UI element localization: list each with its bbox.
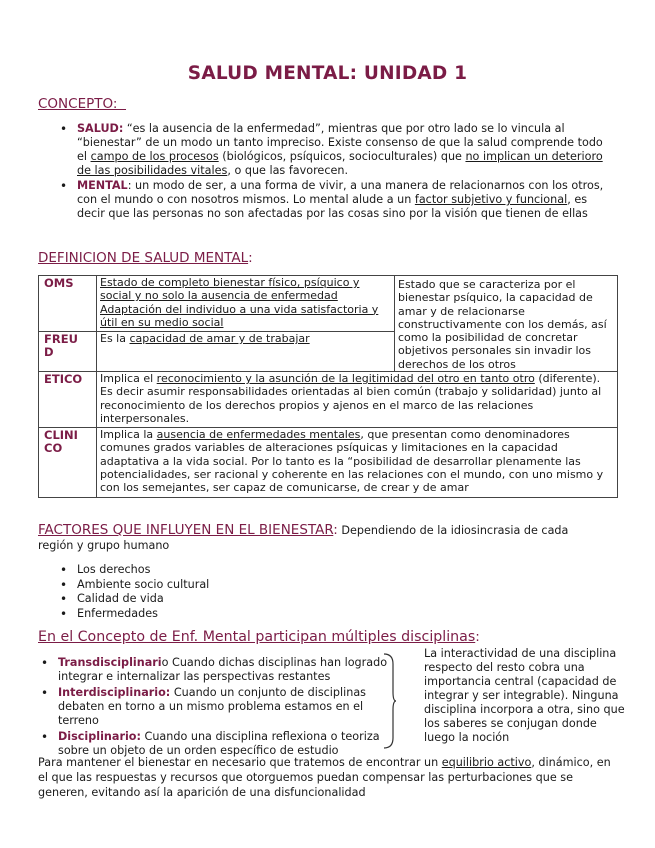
- trans-term: Transdisciplinari: [58, 656, 162, 669]
- closing-text-2: , dinámico, en el que las respuestas y recursos que otorguemos puedan compensar las perturbaciones que se generen, evitando así la aparición de una disfuncionalidad: [38, 756, 611, 799]
- shared-definition-cell: [395, 276, 618, 372]
- inter-text: Cuando un conjunto de disciplinas debaten en torno a un mismo problema estamos en el terreno: [58, 686, 367, 727]
- disciplinas-heading: [38, 629, 480, 646]
- oms-cell: [97, 276, 395, 332]
- shared-definition-text: Estado que se caracteriza por el bienestar psíquico, la capacidad de amar y de relacionarse constructivamente con los demás, así como la posibilidad de concretar objetivos personales sin invadir los derechos de los otros: [398, 278, 607, 371]
- etico-cell: [97, 372, 618, 428]
- factores-intro: Dependiendo de la idiosincrasia de cada región y grupo humano: [38, 524, 569, 552]
- disc-text: Cuando una disciplina reflexiona o teoriza sobre un objeto de un orden específico de estudio: [58, 730, 380, 757]
- salud-underline-2: no implican un deterioro de las posibilidades vitales: [77, 150, 603, 177]
- disciplinas-colon: :: [475, 629, 480, 645]
- closing-underline-1: equilibrio activo: [441, 756, 532, 769]
- bracket-icon: [383, 652, 397, 750]
- mental-term: MENTAL: [77, 179, 128, 192]
- list-item: • Enfermedades: [77, 607, 377, 622]
- list-item: • Los derechos: [77, 563, 377, 578]
- freud-key: FREU D: [39, 332, 97, 372]
- freud-text-1: Es la: [100, 332, 130, 345]
- clinico-underline-1: ausencia de enfermedades mentales: [156, 428, 361, 441]
- disc-item: [58, 730, 400, 758]
- salud-term: SALUD:: [77, 122, 124, 135]
- mental-text-1: : un modo de ser, a una forma de vivir, a una manera de relacionarnos con los otros, con el mundo o con nosotros mismos. Lo mental alude a un: [77, 179, 604, 206]
- list-item: • Calidad de vida: [77, 592, 377, 607]
- definicion-colon: :: [248, 250, 253, 266]
- clinico-text-2: , que presentan como denominadores comunes grados variables de alteraciones psíquicas y limitaciones en la capacidad adaptativa a la vida social. Por lo tanto es la “posibilidad de desarrollar plenamente las potencialidades, ser racional y coherente en las relaciones con el mundo, con uno mismo y con los semejantes, ser capaz de comunicarse, de crear y de amar: [100, 428, 604, 495]
- factores-heading: FACTORES QUE INFLUYEN EN EL BIENESTAR: [38, 522, 334, 538]
- trans-item: [58, 656, 400, 684]
- definicion-heading: [38, 250, 253, 267]
- etico-text-1: Implica el: [100, 372, 157, 385]
- disc-term: Disciplinario:: [58, 730, 141, 743]
- salud-text-2: (biológicos, psíquicos, socioculturales) que: [218, 150, 466, 163]
- table-row: [39, 276, 618, 332]
- salud-text-1: “es la ausencia de la enfermedad”, mientras que por otro lado se lo vincula al “bienestar” de un modo un tanto impreciso. Existe consenso de que la salud comprende todo el: [77, 122, 603, 163]
- mental-item: [77, 179, 612, 221]
- oms-key: OMS: [39, 276, 97, 332]
- etico-underline-1: reconocimiento y la asunción de la legitimidad del otro en tanto otro: [156, 372, 535, 385]
- definicion-table: [38, 275, 618, 498]
- mental-underline-1: factor subjetivo y funcional: [414, 193, 568, 206]
- page-title: SALUD MENTAL: UNIDAD 1: [187, 63, 468, 84]
- factores-block: [38, 522, 598, 553]
- oms-text: Estado de completo bienestar físico, psíquico y social y no solo la ausencia de enfermedad Adaptación del individuo a una vida satisfactoria y útil en su medio social: [100, 276, 379, 329]
- factores-colon: :: [333, 522, 338, 538]
- concepto-heading: CONCEPTO:: [38, 96, 127, 112]
- salud-underline-1: campo de los procesos: [90, 150, 219, 163]
- table-row: [39, 428, 618, 498]
- freud-cell: [97, 332, 395, 372]
- list-item: • Ambiente socio cultural: [77, 578, 377, 593]
- disciplinas-heading-text: En el Concepto de Enf. Mental participan múltiples disciplinas: [38, 629, 476, 645]
- disciplinas-list: [58, 656, 400, 758]
- salud-item: [77, 122, 612, 178]
- clinico-text-1: Implica la: [100, 428, 157, 441]
- inter-item: [58, 686, 400, 728]
- disciplinas-clip: [38, 656, 417, 757]
- clinico-key: CLINI CO: [39, 428, 97, 498]
- clinico-cell: [97, 428, 618, 498]
- trans-text: o Cuando dichas disciplinas han logrado integrar e internalizar las perspectivas restantes: [58, 656, 388, 683]
- etico-key: ETICO: [39, 372, 97, 428]
- table-row: [39, 372, 618, 428]
- factores-list: [77, 563, 377, 621]
- mental-text-2: , es decir que las personas no son afectadas por las cosas sino por la visión que tienen de ellas: [77, 193, 588, 220]
- salud-text-3: , o que las favorecen.: [227, 164, 348, 177]
- closing-paragraph: [38, 755, 613, 800]
- definicion-heading-text: DEFINICION DE SALUD MENTAL: [38, 250, 249, 266]
- side-note: La interactividad de una disciplina respecto del resto cobra una importancia central (capacidad de integrar y ser integrable). Ninguna disciplina incorpora a otra, sino que los saberes se conjugan donde luego la noción: [424, 647, 625, 744]
- etico-text-2: (diferente). Es decir asumir responsabilidades orientadas al bien común (trabajo y solidaridad) junto al reconocimiento de los derechos propios y ajenos en el marco de las relaciones interpersonales.: [100, 372, 602, 425]
- freud-underline-1: capacidad de amar y de trabajar: [129, 332, 310, 345]
- concepto-list: [77, 122, 612, 221]
- closing-text-1: Para mantener el bienestar en necesario que tratemos de encontrar un: [38, 756, 442, 769]
- inter-term: Interdisciplinario:: [58, 686, 171, 699]
